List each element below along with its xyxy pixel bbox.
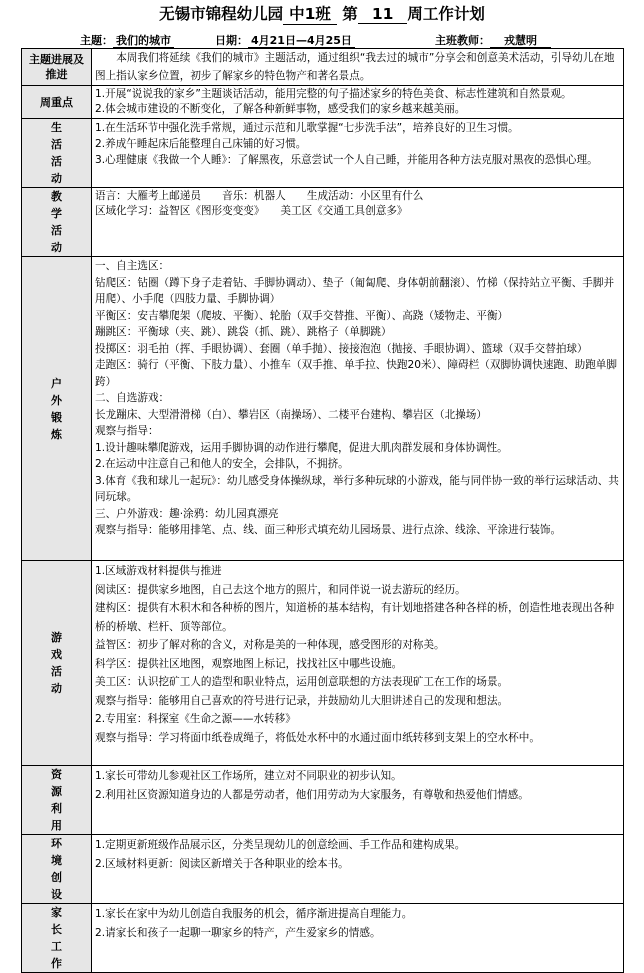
theme-value: 我们的城市 xyxy=(113,34,174,48)
content-line: 3.心理健康《我做一个人睡》：了解黑夜，乐意尝试一个人自己睡，并能用各种方法克服对黑夜的恐惧心理。 xyxy=(95,154,598,167)
week-prefix: 第 xyxy=(342,5,358,23)
content-line: 观察与指导： xyxy=(95,425,159,438)
content-line: 走跑区：骑行（平衡、下肢力量）、小推车（双手推、单手拉、快跑20米）、障碍栏（双脚协调快速跑、助跑单脚跨） xyxy=(95,359,617,388)
content-line: 2.体会城市建设的不断变化，了解各种新鲜事物，感受我们的家乡越来越美丽。 xyxy=(95,103,466,116)
row-label: 资源利用 xyxy=(51,768,62,833)
row-resources xyxy=(22,766,624,835)
content-line: 一、自主选区： xyxy=(95,260,170,273)
teacher-field xyxy=(435,32,551,48)
row-content xyxy=(92,257,624,561)
row-games xyxy=(22,561,624,766)
content-line: 长龙蹦床、大型滑滑梯（白）、攀岩区（南操场）、二楼平台建构、攀岩区（北操场） xyxy=(95,408,487,421)
row-content xyxy=(92,561,624,766)
content-line: 1.在生活环节中强化洗手常规，通过示范和儿歌掌握“七步洗手法”，培养良好的卫生习惯。 xyxy=(95,122,519,135)
content-line: 观察与指导：能够用自己喜欢的符号进行记录，并鼓励幼儿大胆讲述自己的发现和想法。 xyxy=(95,694,509,707)
content-line: 区域化学习：益智区《图形变变变》 美工区《交通工具创意多》 xyxy=(95,205,408,218)
school-name: 无锡市锦程幼儿园 xyxy=(159,5,284,23)
content-line: 2.请家长和孩子一起聊一聊家乡的特产，产生爱家乡的情感。 xyxy=(95,927,381,940)
row-teaching xyxy=(22,188,624,257)
content-line: 1.家长在家中为幼儿创造自我服务的机会，循序渐进提高自理能力。 xyxy=(95,908,413,921)
row-content xyxy=(92,835,624,904)
content-line: 美工区：认识挖矿工人的造型和职业特点，运用创意联想的方法表现矿工在工作的场景。 xyxy=(95,676,509,689)
content-line: 2.养成午睡起床后能整理自己床铺的好习惯。 xyxy=(95,138,307,151)
row-parents xyxy=(22,904,624,973)
content-line: 2.区域材料更新：阅读区新增关于各种职业的绘本书。 xyxy=(95,858,349,871)
row-content xyxy=(92,904,624,973)
content-line: 1.开展“说说我的家乡”主题谈话活动，能用完整的句子描述家乡的特色美食、标志性建筑和自然景观。 xyxy=(95,88,572,101)
content-line: 钻爬区：钻圈（蹲下身子走着钻、手脚协调动）、垫子（匍匐爬、身体朝前翻滚）、竹梯（保持站立平衡、手脚并用爬）、小手爬（四肢力量、手脚协调） xyxy=(95,276,615,306)
week-suffix: 周工作计划 xyxy=(407,5,485,23)
content-line: 1.设计趣味攀爬游戏，运用手脚协调的动作进行攀爬，促进大肌肉群发展和身体协调性。 xyxy=(95,441,508,454)
theme-label: 主题： xyxy=(80,34,113,47)
content-line: 二、自选游戏： xyxy=(95,392,170,405)
date-field xyxy=(215,32,355,48)
row-daily-life xyxy=(22,119,624,188)
date-label: 日期： xyxy=(215,34,248,47)
row-environment xyxy=(22,835,624,904)
row-label: 主题进展及推进 xyxy=(22,49,92,86)
content-line: 阅读区：提供家乡地图，自己去这个地方的照片，和同伴说一说去游玩的经历。 xyxy=(95,583,466,596)
content-line: 科学区：提供社区地图，观察地图上标记，找找社区中哪些设施。 xyxy=(95,657,403,670)
row-label: 环境创设 xyxy=(51,837,62,902)
content-line: 2.利用社区资源知道身边的人都是劳动者，他们用劳动为大家服务，有尊敬和热爱他们情感。 xyxy=(95,789,529,802)
document-title xyxy=(0,2,644,25)
row-content xyxy=(92,188,624,257)
row-label: 生活活动 xyxy=(51,121,62,186)
row-label: 户外锻炼 xyxy=(51,376,62,441)
row-label: 家长工作 xyxy=(51,906,62,971)
row-content xyxy=(92,86,624,119)
content-line: 观察与指导：能够用排笔、点、线、面三种形式填充幼儿园场景、进行点涂、线涂、平涂进行装饰。 xyxy=(95,524,562,537)
content-line: 2.专用室：科探室《生命之源——水转移》 xyxy=(95,713,296,726)
row-label: 教学活动 xyxy=(51,190,62,255)
content-line: 1.区域游戏材料提供与推进 xyxy=(95,565,222,578)
class-name: 中1班 xyxy=(283,2,337,25)
content-line: 益智区：初步了解对称的含义，对称是美的一种体现，感受图形的对称美。 xyxy=(95,639,445,652)
row-label: 周重点 xyxy=(22,86,92,119)
content-line: 投掷区：羽毛拍（挥、手眼协调）、套圈（单手抛）、接接泡泡（抛接、手眼协调）、篮球（双手交替拍球） xyxy=(95,342,588,355)
theme-field xyxy=(80,32,174,48)
teacher-label: 主班教师： xyxy=(435,34,490,47)
row-content xyxy=(92,49,624,86)
content-line: 2.在运动中注意自己和他人的安全，会排队，不拥挤。 xyxy=(95,458,349,471)
row-outdoor xyxy=(22,257,624,561)
plan-table xyxy=(21,48,624,973)
content-line: 蹦跳区：平衡球（夹、跳）、跳袋（抓、跳）、跳格子（单脚跳） xyxy=(95,326,392,339)
content-line: 观察与指导：学习将面巾纸卷成绳子，将低处水杯中的水通过面巾纸转移到支架上的空水杯中。 xyxy=(95,731,540,744)
row-theme-progress xyxy=(22,49,624,86)
content-line: 平衡区：安吉攀爬架（爬坡、平衡）、轮胎（双手交替推、平衡）、高跷（矮物走、平衡） xyxy=(95,309,509,322)
date-value: 4月21日—4月25日 xyxy=(248,34,355,48)
content-line: 语言：大雁考上邮递员 音乐：机器人 生成活动：小区里有什么 xyxy=(95,190,424,203)
row-label: 游戏活动 xyxy=(51,631,62,696)
row-content xyxy=(92,119,624,188)
content-line: 建构区：提供有木积木和各种桥的图片，知道桥的基本结构，有计划地搭建各种各样的桥，创造性地表现出各种桥的桥墩、栏杆、顶等部位。 xyxy=(95,602,615,633)
content-line: 1.家长可带幼儿参观社区工作场所，建立对不同职业的初步认知。 xyxy=(95,770,402,783)
row-week-focus xyxy=(22,86,624,119)
content-line: 本周我们将延续《我们的城市》主题活动，通过组织“我去过的城市”分享会和创意美术活动，引导幼儿在地图上指认家乡位置，初步了解家乡的特色物产和著名景点。 xyxy=(95,52,615,82)
teacher-value: 戎慧明 xyxy=(490,34,551,48)
week-number: 11 xyxy=(358,5,408,24)
content-line: 1.定期更新班级作品展示区，分类呈现幼儿的创意绘画、手工作品和建构成果。 xyxy=(95,839,466,852)
row-content xyxy=(92,766,624,835)
content-line: 三、户外游戏：趣·涂鸦：幼儿园真漂亮 xyxy=(95,507,279,520)
content-line: 3.体育《我和球儿一起玩》：幼儿感受身体操纵球，举行多种玩球的小游戏，能与同伴协一致的举行运球活动、共同玩球。 xyxy=(95,474,619,504)
